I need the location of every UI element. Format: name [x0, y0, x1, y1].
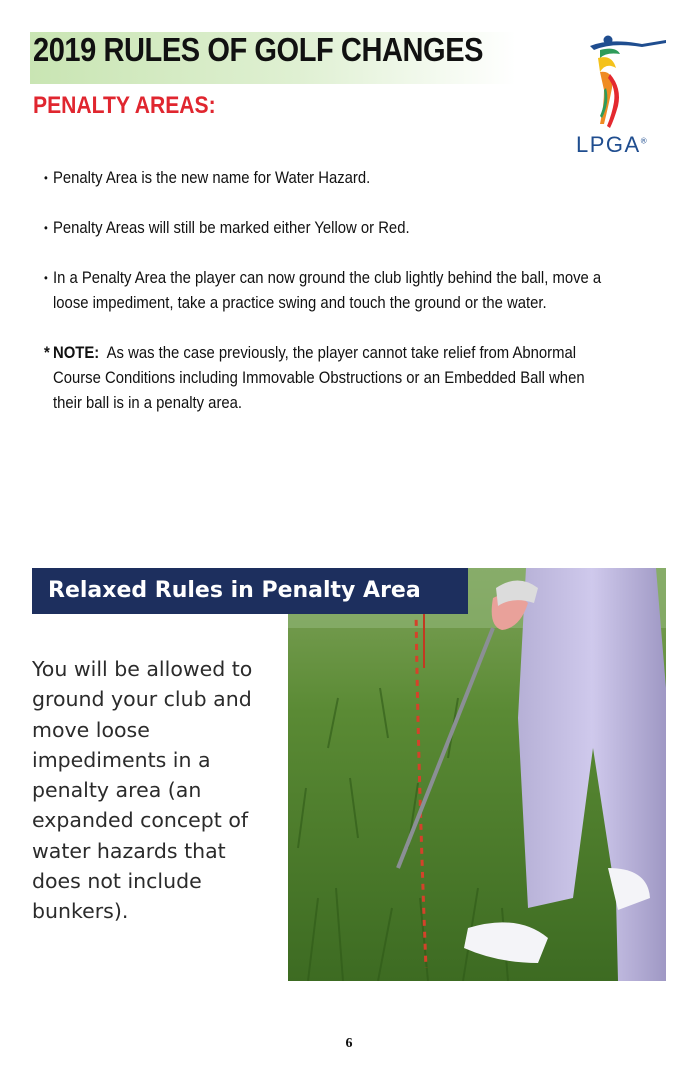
bullet-text: Penalty Areas will still be marked either Yellow or Red.: [53, 219, 410, 237]
bullet-marker: •: [44, 221, 48, 235]
golfer-grounding-club-photo: [288, 568, 666, 981]
note-asterisk: *: [44, 344, 50, 362]
page-number: 6: [345, 1036, 353, 1051]
rules-body: [44, 166, 602, 416]
bullet-marker: •: [44, 171, 48, 185]
note-paragraph: [44, 341, 602, 416]
note-label: NOTE:: [53, 344, 100, 362]
list-item: [44, 166, 602, 191]
relaxed-rules-panel: [32, 568, 666, 981]
note-text: As was the case previously, the player cannot take relief from Abnormal Course Conditions including Immovable Obstructions or an Embedded Ball when their ball is in a penalty area.: [53, 344, 585, 412]
panel-caption: You will be allowed to ground your club and move loose impediments in a penalty area (an expanded concept of water hazards that does not include bunkers).: [32, 657, 253, 924]
bullet-text: Penalty Area is the new name for Water Hazard.: [53, 169, 371, 187]
section-subtitle: PENALTY AREAS:: [33, 92, 216, 119]
page-title: 2019 RULES OF GOLF CHANGES: [33, 31, 484, 68]
panel-banner: Relaxed Rules in Penalty Area: [32, 568, 468, 614]
list-item: [44, 216, 602, 241]
bullet-marker: •: [44, 271, 48, 285]
list-item: [44, 266, 602, 316]
bullet-text: In a Penalty Area the player can now ground the club lightly behind the ball, move a loose impediment, take a practice swing and touch the ground or the water.: [53, 269, 602, 312]
lpga-logo-text: LPGA®: [576, 132, 649, 157]
